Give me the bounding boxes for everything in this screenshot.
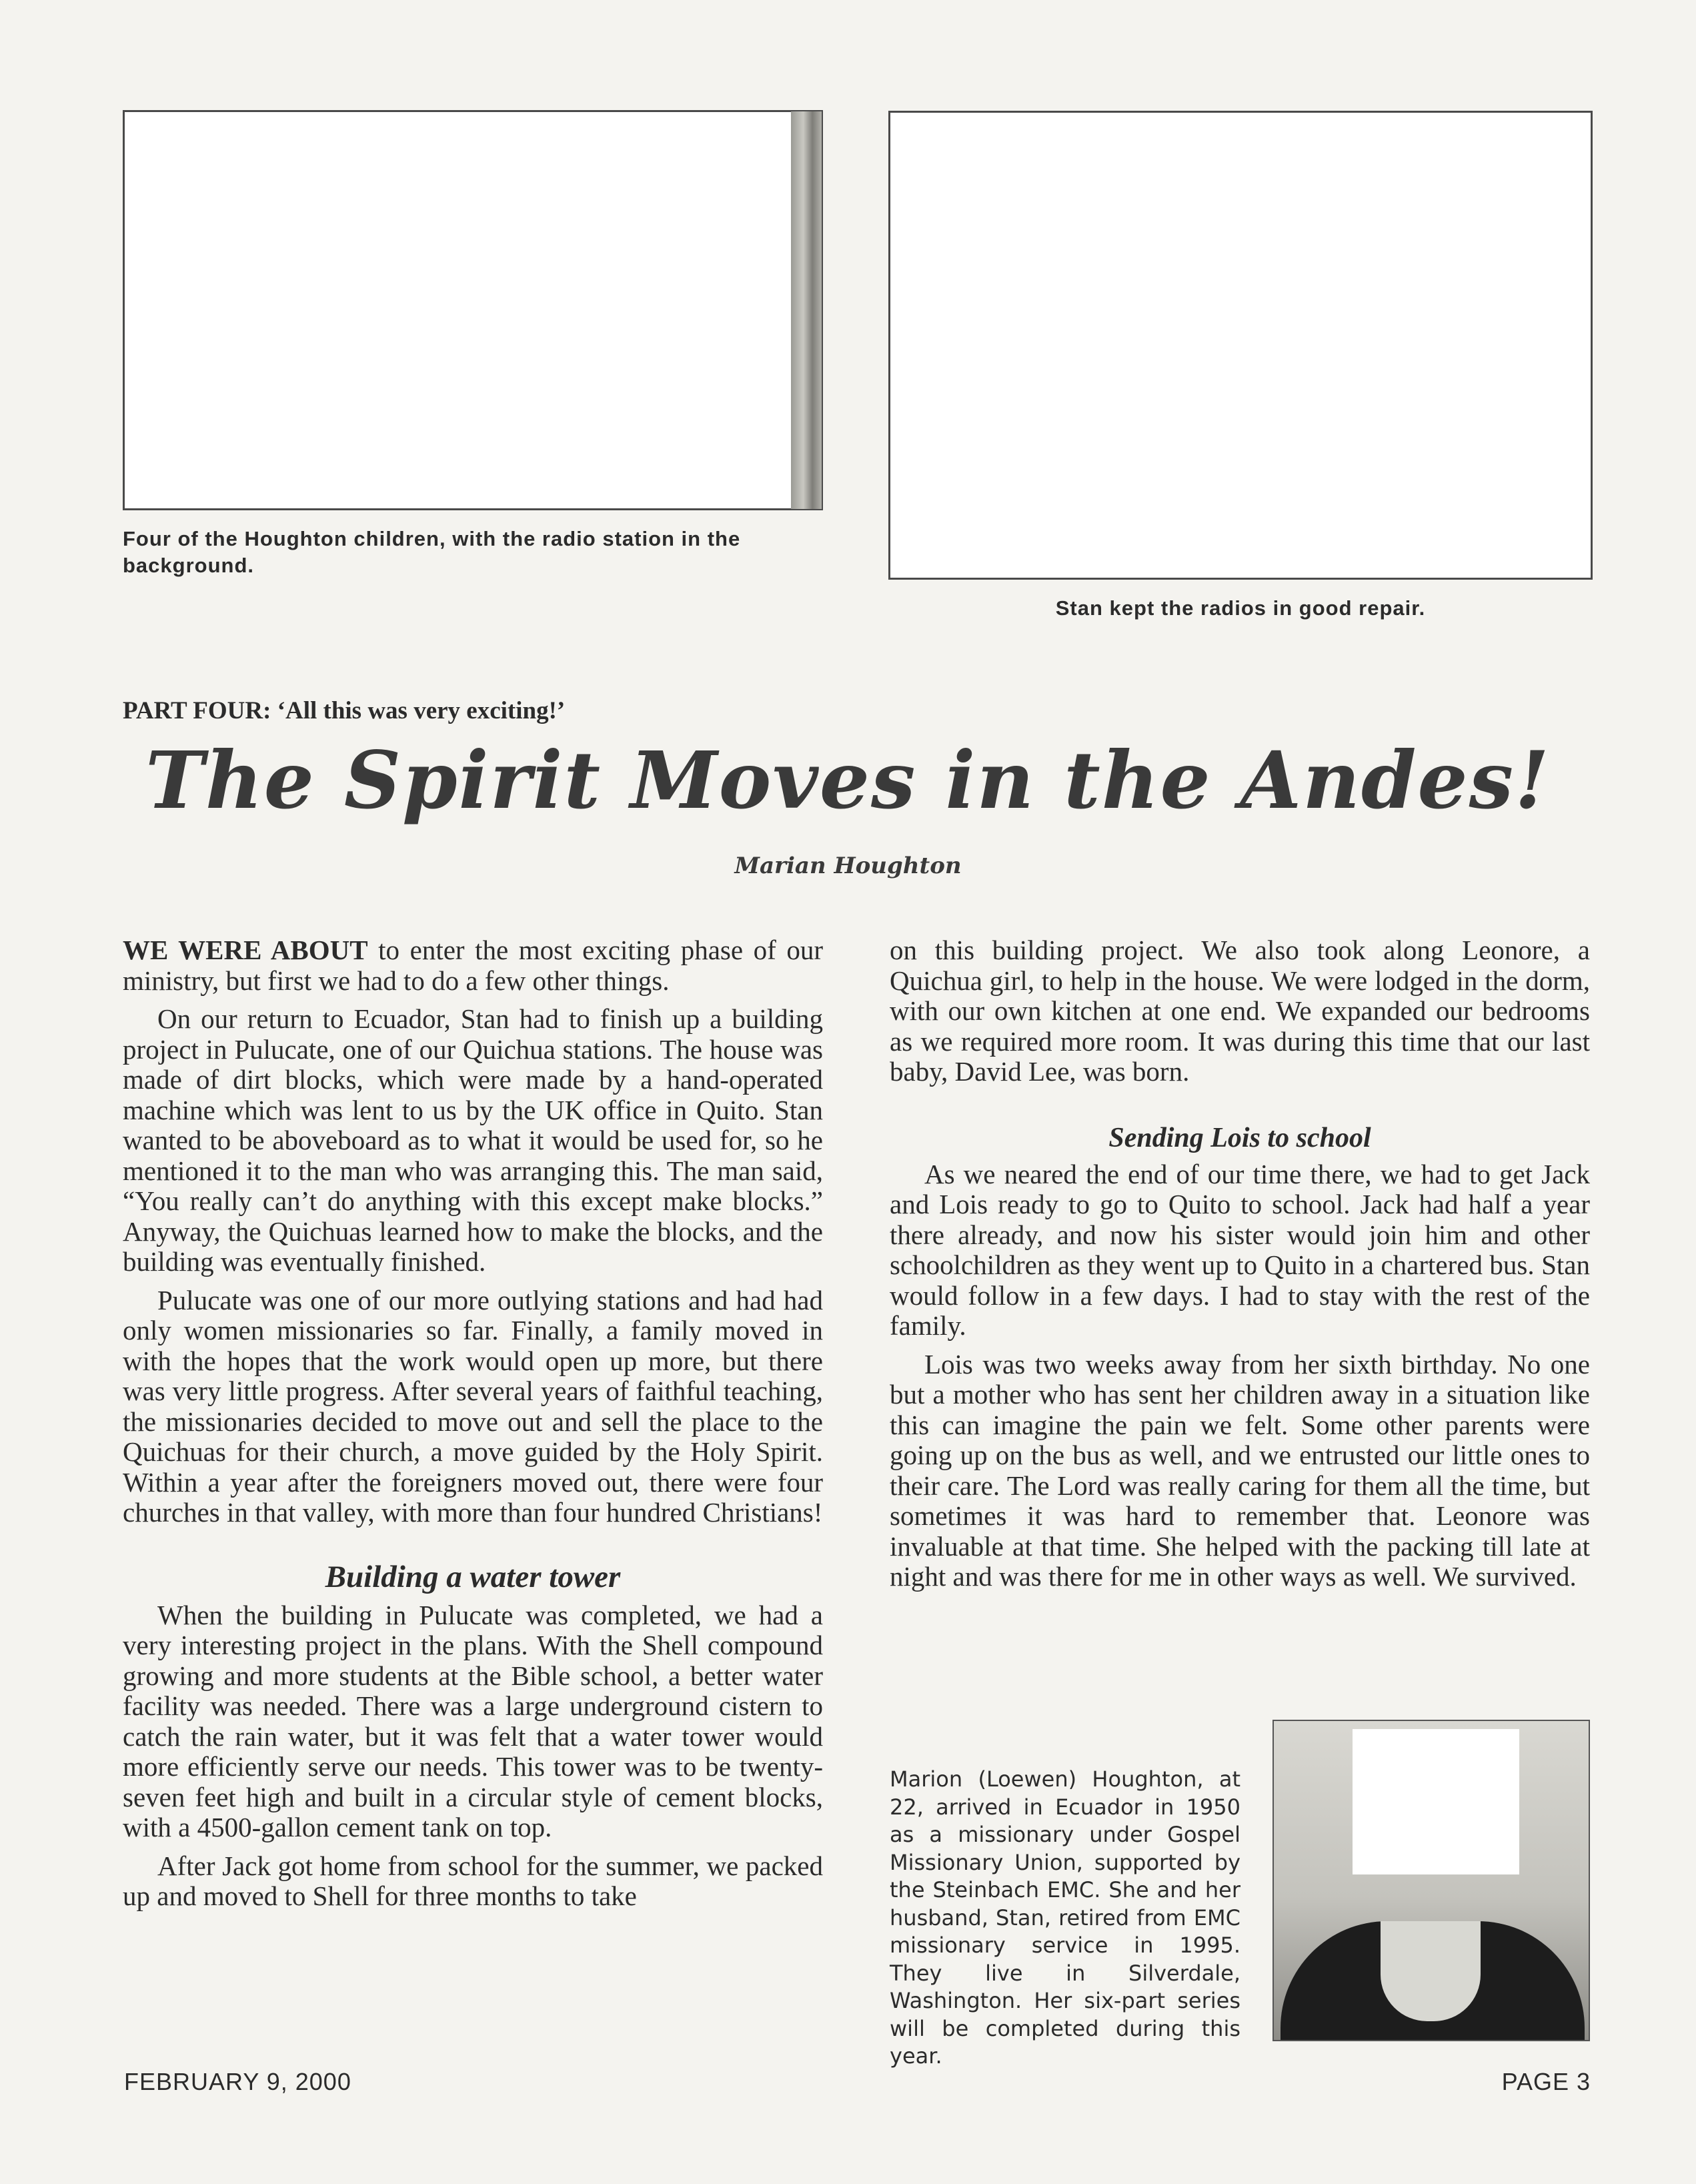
photo-caption-left: Four of the Houghton children, with the radio station in the background. xyxy=(123,527,741,577)
footer-page-number: PAGE 3 xyxy=(1501,2068,1591,2095)
paragraph-intro xyxy=(123,935,823,996)
paragraph: on this building project. We also took along Leonore, a Quichua girl, to help in the house. We were lodged in the dorm, with our own kitchen at one end. We expanded our bedrooms as we required more room. It was during this time that our last baby, David Lee, was born. xyxy=(890,935,1590,1087)
portrait-redaction xyxy=(1353,1729,1519,1874)
portrait-collar xyxy=(1381,1921,1481,2021)
photo-radio-repair xyxy=(888,111,1593,580)
author-bio: Marion (Loewen) Houghton, at 22, arrived in Ecuador in 1950 as a missionary under Gospel Missionary Union, supported by the Steinbach EMC. She and her husband, Stan, retired from EMC missionary service in 1995. They live in Silverdale, Washington. Her six-part series will be completed during this year. xyxy=(890,1766,1240,2069)
article-kicker: PART FOUR: ‘All this was very exciting!’ xyxy=(123,697,566,724)
article-byline: Marian Houghton xyxy=(734,853,962,879)
article-title: The Spirit Moves in the Andes! xyxy=(145,734,1551,827)
footer-date: FEBRUARY 9, 2000 xyxy=(124,2068,351,2095)
paragraph: As we neared the end of our time there, we had to get Jack and Lois ready to go to Quito to school. Jack had half a year there already, and now his sister would join him and other schoolchildren as they went up to Quito in a chartered bus. Stan would follow in a few days. I had to stay with the rest of the family. xyxy=(890,1158,1590,1341)
paragraph: When the building in Pulucate was completed, we had a very interesting project in the plans. With the Shell compound growing and more students at the Bible school, a better water facility was needed. There was a large underground cistern to catch the rain water, but it was felt that a water tower would more efficiently serve our needs. This tower was to be twenty-seven feet high and built in a circular style of cement blocks, with a 4500-gallon cement tank on top. xyxy=(123,1599,823,1842)
article-column-2 xyxy=(890,935,1590,1600)
photo-caption-right: Stan kept the radios in good repair. xyxy=(1055,596,1426,620)
photo-houghton-children xyxy=(123,110,823,510)
subheading-water-tower: Building a water tower xyxy=(325,1559,621,1594)
paragraph: On our return to Ecuador, Stan had to finish up a building project in Pulucate, one of our Quichua stations. The house was made of dirt blocks, which were made by a hand-operated machine which was lent to us by the UK office in Quito. Stan wanted to be aboveboard as to what it would be used for, so he mentioned it to the man who was arranging this. The man said, “You really can’t do anything with this except make blocks.” Anyway, the Quichuas learned how to make the blocks, and the building was eventually finished. xyxy=(123,1003,823,1277)
intro-text: to enter the most exciting phase of our ministry, but first we had to do a few other things. xyxy=(123,935,824,996)
lead-in: WE WERE ABOUT xyxy=(123,935,368,965)
paragraph: Lois was two weeks away from her sixth birthday. No one but a mother who has sent her children away in a situation like this can imagine the pain we felt. Some other parents were going up on the bus as well, and we entrusted our little ones to their care. The Lord was really caring for them all the time, but sometimes it was hard to remember that. Leonore was invaluable at that time. She helped with the packing till late at night and was there for me in other ways as well. We survived. xyxy=(890,1348,1590,1592)
author-portrait xyxy=(1273,1720,1590,2041)
article-column-1 xyxy=(123,935,823,1920)
paragraph: After Jack got home from school for the summer, we packed up and moved to Shell for three months to take xyxy=(123,1850,823,1911)
photo-edge-strip xyxy=(791,111,822,509)
subheading-lois-school: Sending Lois to school xyxy=(1108,1122,1371,1153)
paragraph: Pulucate was one of our more outlying stations and had had only women missionaries so far. Finally, a family moved in with the hopes that the work would open up more, but there was very little progress. After several years of faithful teaching, the missionaries decided to move out and sell the place to the Quichuas for their church, a move guided by the Holy Spirit. Within a year after the foreigners moved out, there were four churches in that valley, with more than four hundred Christians! xyxy=(123,1284,823,1528)
